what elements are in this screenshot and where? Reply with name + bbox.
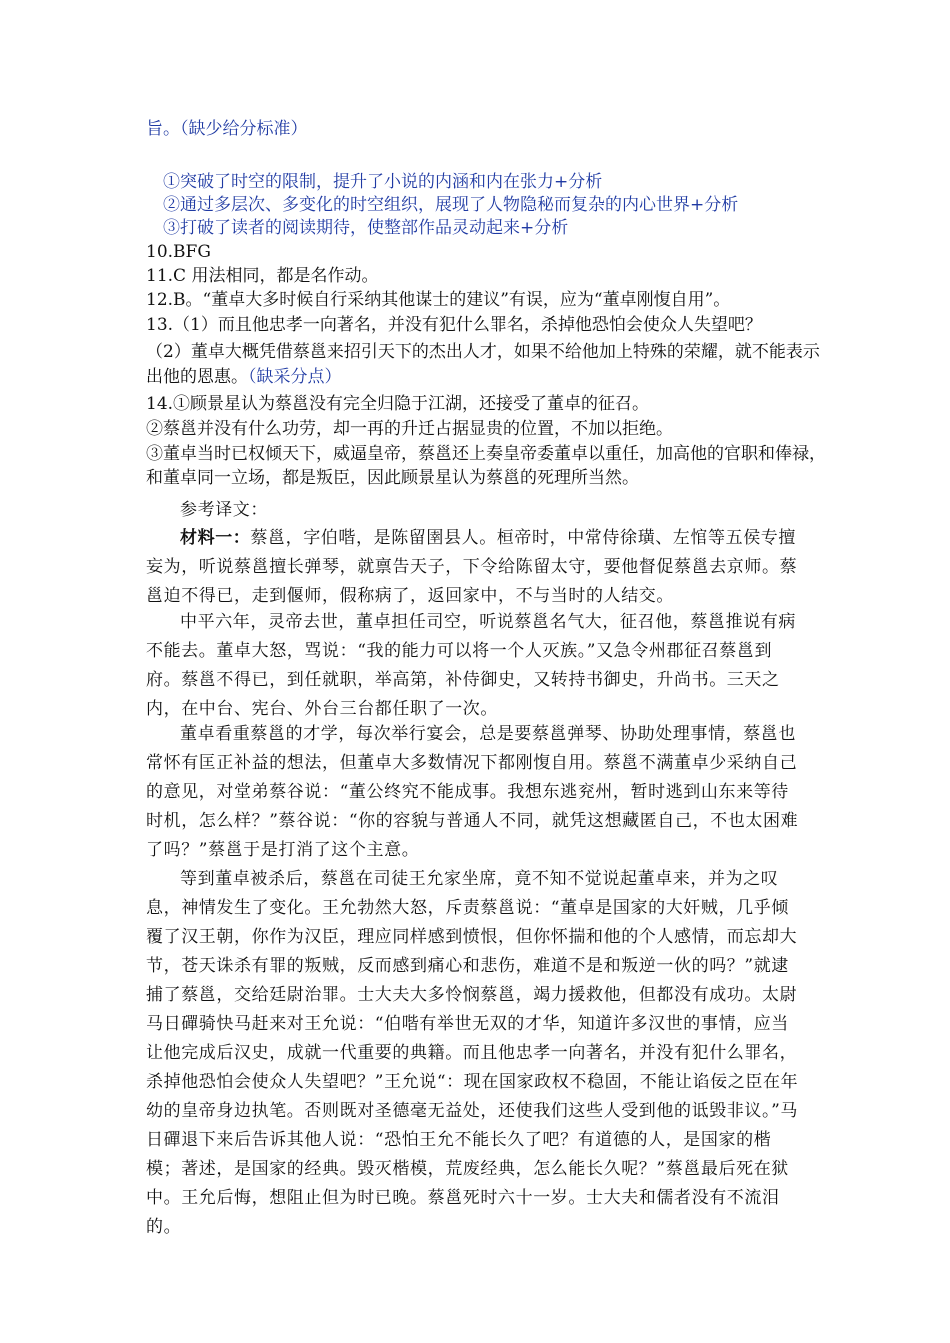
q13-2-text: 出他的恩惠。 (146, 367, 248, 387)
material-label: 材料一： (180, 528, 251, 548)
translation-paragraph-1 (146, 524, 806, 611)
translation-paragraph-4: 等到董卓被杀后，蔡邕在司徒王允家坐席，竟不知不觉说起董卓来，并为之叹息，神情发生了变化。王允勃然大怒，斥责蔡邕说：“董卓是国家的大奸贼，几乎倾覆了汉王朝，你作为汉臣，理应同样感到愤恨，但你怀揣和他的个人感情，而忘却大节，苍天诛杀有罪的叛贼，反而感到痛心和悲伤，难道不是和叛逆一伙的吗？”就逮捕了蔡邕，交给廷尉治罪。士大夫大多怜悯蔡邕，竭力援救他，但都没有成功。太尉马日磾骑快马赶来对王允说：“伯喈有举世无双的才华，知道许多汉世的事情，应当让他完成后汉史，成就一代重要的典籍。而且他忠孝一向著名，并没有犯什么罪名，杀掉他恐怕会使众人失望吧？”王允说“：现在国家政权不稳固，不能让谄佞之臣在年幼的皇帝身边执笔。否则既对圣德毫无益处，还使我们这些人受到他的诋毁非议。”马日磾退下来后告诉其他人说：“恐怕王允不能长久了吧？有道德的人，是国家的楷模；著述，是国家的经典。毁灭楷模，荒废经典，怎么能长久呢？”蔡邕最后死在狱中。王允后悔，想阻止但为时已晚。蔡邕死时六十一岁。士大夫和儒者没有不流泪的。 (146, 869, 799, 1237)
q11-answer: 11.C 用法相同，都是名作动。 (146, 266, 379, 286)
q10-answer: 10.BFG (146, 242, 211, 262)
q14-3-answer-line1: ③董卓当时已权倾天下，威逼皇帝，蔡邕还上奏皇帝委董卓以重任，加高他的官职和俸禄， (146, 444, 826, 464)
q9-point-3: ③打破了读者的阅读期待，使整部作品灵动起来+分析 (163, 218, 569, 238)
answer-line-zhi (146, 118, 308, 140)
q9-point-1: ①突破了时空的限制，提升了小说的内涵和内在张力+分析 (163, 172, 603, 192)
q12-answer: 12.B。“董卓大多时候自行采纳其他谋士的建议”有误，应为“董卓刚愎自用”。 (146, 290, 731, 310)
q14-2-answer: ②蔡邕并没有什么功劳，却一再的升迁占据显贵的位置，不加以拒绝。 (146, 419, 673, 439)
missing-standard-note: （缺少给分标准） (180, 119, 308, 139)
q14-3-answer-line2: 和董卓同一立场，都是叛臣，因此顾景星认为蔡邕的死理所当然。 (146, 468, 639, 488)
q13-1-answer: 13.（1）而且他忠孝一向著名，并没有犯什么罪名，杀掉他恐怕会使众人失望吧？ (146, 315, 762, 335)
zhi-text: 旨。 (146, 119, 180, 139)
translation-paragraph-2: 中平六年，灵帝去世，董卓担任司空，听说蔡邕名气大，征召他，蔡邕推说有病不能去。董卓大怒，骂说：“我的能力可以将一个人灭族。”又急令州郡征召蔡邕到府。蔡邕不得已，到任就职，举高第，补侍御史，又转持书御史，升尚书。三天之内，在中台、宪台、外台三台都任职了一次。 (146, 612, 796, 719)
q13-2-answer-line1: （2）董卓大概凭借蔡邕来招引天下的杰出人才，如果不给他加上特殊的荣耀，就不能表示 (146, 342, 820, 362)
q13-2-answer-line2 (146, 366, 342, 388)
translation-heading: 参考译文： (180, 500, 268, 520)
missing-points-note: （缺采分点） (248, 367, 342, 387)
q14-1-answer: 14.①顾景星认为蔡邕没有完全归隐于江湖，还接受了董卓的征召。 (146, 394, 650, 414)
q9-point-2: ②通过多层次、多变化的时空组织，展现了人物隐秘而复杂的内心世界+分析 (163, 195, 739, 215)
translation-paragraph-3: 董卓看重蔡邕的才学，每次举行宴会，总是要蔡邕弹琴、协助处理事情，蔡邕也常怀有匡正补益的想法，但董卓大多数情况下都刚愎自用。蔡邕不满董卓少采纳自己的意见，对堂弟蔡谷说：“董公终究不能成事。我想东逃兖州，暂时逃到山东来等待时机，怎么样？”蔡谷说：“你的容貌与普通人不同，就凭这想藏匿自己，不也太困难了吗？”蔡邕于是打消了这个主意。 (146, 724, 799, 860)
p1-text: 蔡邕，字伯喈，是陈留圉县人。桓帝时，中常侍徐璜、左悺等五侯专擅妄为，听说蔡邕擅长弹琴，就禀告天子，下令给陈留太守，要他督促蔡邕去京师。蔡邕迫不得已，走到偃师，假称病了，返回家中，不与当时的人结交。 (146, 528, 798, 606)
